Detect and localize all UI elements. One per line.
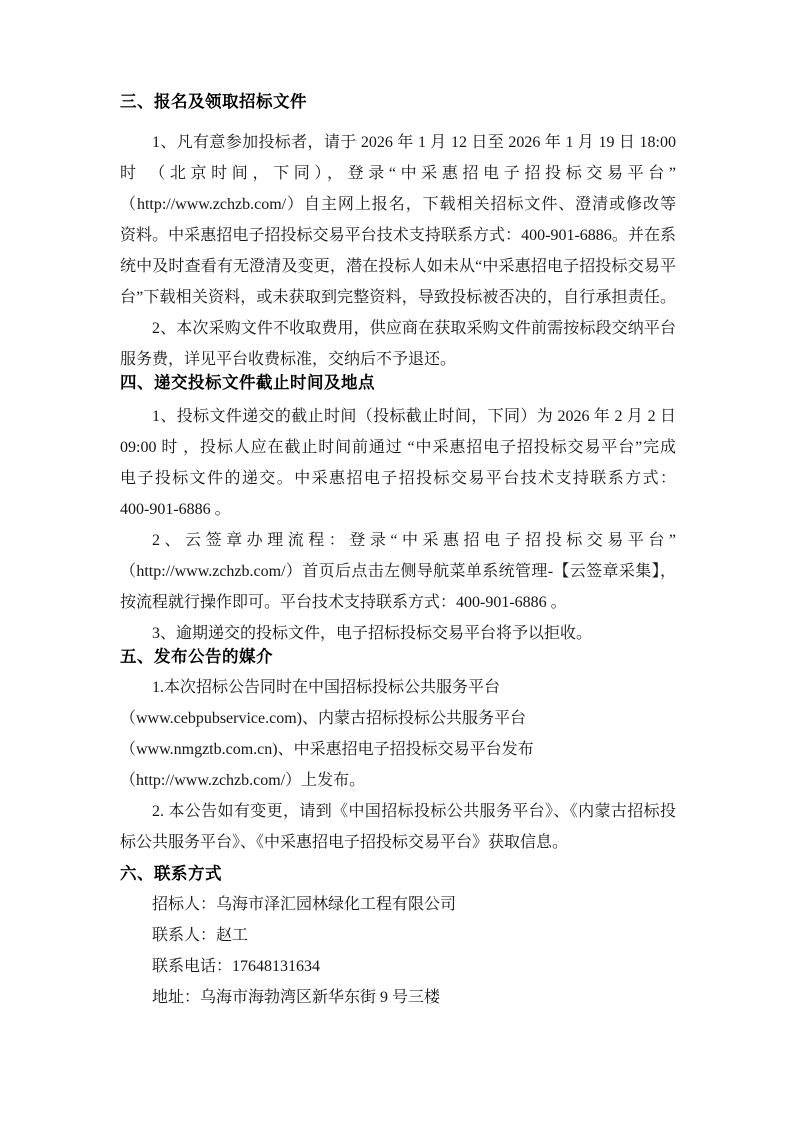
section-heading-deadline: 四、递交投标文件截止时间及地点	[120, 373, 375, 392]
text-line: 09:00 时 ，投标人应在截止时间前通过 “中采惠招电子招投标交易平台”完成	[120, 439, 676, 456]
text-line: 按流程就行操作即可。平台技术支持联系方式：400-901-6886 。	[120, 594, 567, 611]
text-line: 1、投标文件递交的截止时间（投标截止时间，下同）为 2026 年 2 月 2 日	[152, 408, 676, 425]
text-line: 2. 本公告如有变更，请到《中国招标投标公共服务平台》、《内蒙古招标投	[152, 803, 676, 820]
document-content	[120, 86, 676, 1013]
text-line: 2、本次采购文件不收取费用，供应商在获取采购文件前需按标段交纳平台	[152, 320, 676, 337]
text-line: 地址：乌海市海勃湾区新华东街 9 号三楼	[152, 989, 441, 1006]
paragraph-deadline-2	[120, 525, 676, 618]
text-line: 1.本次招标公告同时在中国招标投标公共服务平台	[152, 679, 501, 696]
text-line: 3、逾期递交的投标文件，电子招标投标交易平台将予以拒收。	[152, 625, 593, 642]
text-line: （http://www.zchzb.com/）上发布。	[120, 772, 366, 789]
contact-tenderer	[120, 889, 676, 920]
section-heading-media: 五、发布公告的媒介	[120, 647, 273, 666]
text-line: （http://www.zchzb.com/）自主网上报名，下载相关招标文件、澄清或修改等	[120, 196, 676, 213]
section-heading-contact: 六、联系方式	[120, 864, 222, 883]
text-line: 台”下载相关资料，或未获取到完整资料，导致投标被否决的，自行承担责任。	[120, 289, 676, 306]
text-line: 资料。中采惠招电子招投标交易平台技术支持联系方式：400-901-6886。并在系	[120, 227, 676, 244]
paragraph-media-1	[120, 672, 676, 796]
paragraph-deadline-1	[120, 401, 676, 525]
text-line: （http://www.zchzb.com/）首页后点击左侧导航菜单系统管理-【云签章采集】，	[120, 563, 676, 580]
text-line: 电子投标文件的递交。中采惠招电子招投标交易平台技术支持联系方式：	[120, 470, 676, 487]
contact-address	[120, 982, 676, 1013]
contact-phone	[120, 951, 676, 982]
text-line: （www.nmgztb.com.cn)、中采惠招电子招投标交易平台发布	[120, 741, 534, 758]
text-line: 标公共服务平台》、《中采惠招电子招投标交易平台》获取信息。	[120, 834, 569, 851]
text-line: 时 （北京时间，下同），登录“中采惠招电子招投标交易平台”	[120, 165, 676, 182]
text-line: 联系电话：17648131634	[152, 958, 321, 975]
text-line: 招标人：乌海市泽汇园林绿化工程有限公司	[152, 896, 457, 913]
paragraph-media-2	[120, 796, 676, 858]
paragraph-registration-1	[120, 127, 676, 313]
contact-person	[120, 920, 676, 951]
text-line: 2、云签章办理流程：登录“中采惠招电子招投标交易平台”	[152, 532, 676, 549]
text-line: 1、凡有意参加投标者，请于 2026 年 1 月 12 日至 2026 年 1 月 19 日 18:00	[152, 134, 676, 151]
text-line: 服务费，详见平台收费标准，交纳后不予退还。	[120, 351, 457, 368]
text-line: 统中及时查看有无澄清及变更，潜在投标人如未从“中采惠招电子招投标交易平	[120, 258, 676, 275]
paragraph-registration-2	[120, 313, 676, 375]
text-line: 400-901-6886 。	[120, 501, 231, 518]
section-heading-registration: 三、报名及领取招标文件	[120, 92, 307, 111]
text-line: 联系人：赵工	[152, 927, 249, 944]
text-line: （www.cebpubservice.com)、内蒙古招标投标公共服务平台	[120, 710, 527, 727]
